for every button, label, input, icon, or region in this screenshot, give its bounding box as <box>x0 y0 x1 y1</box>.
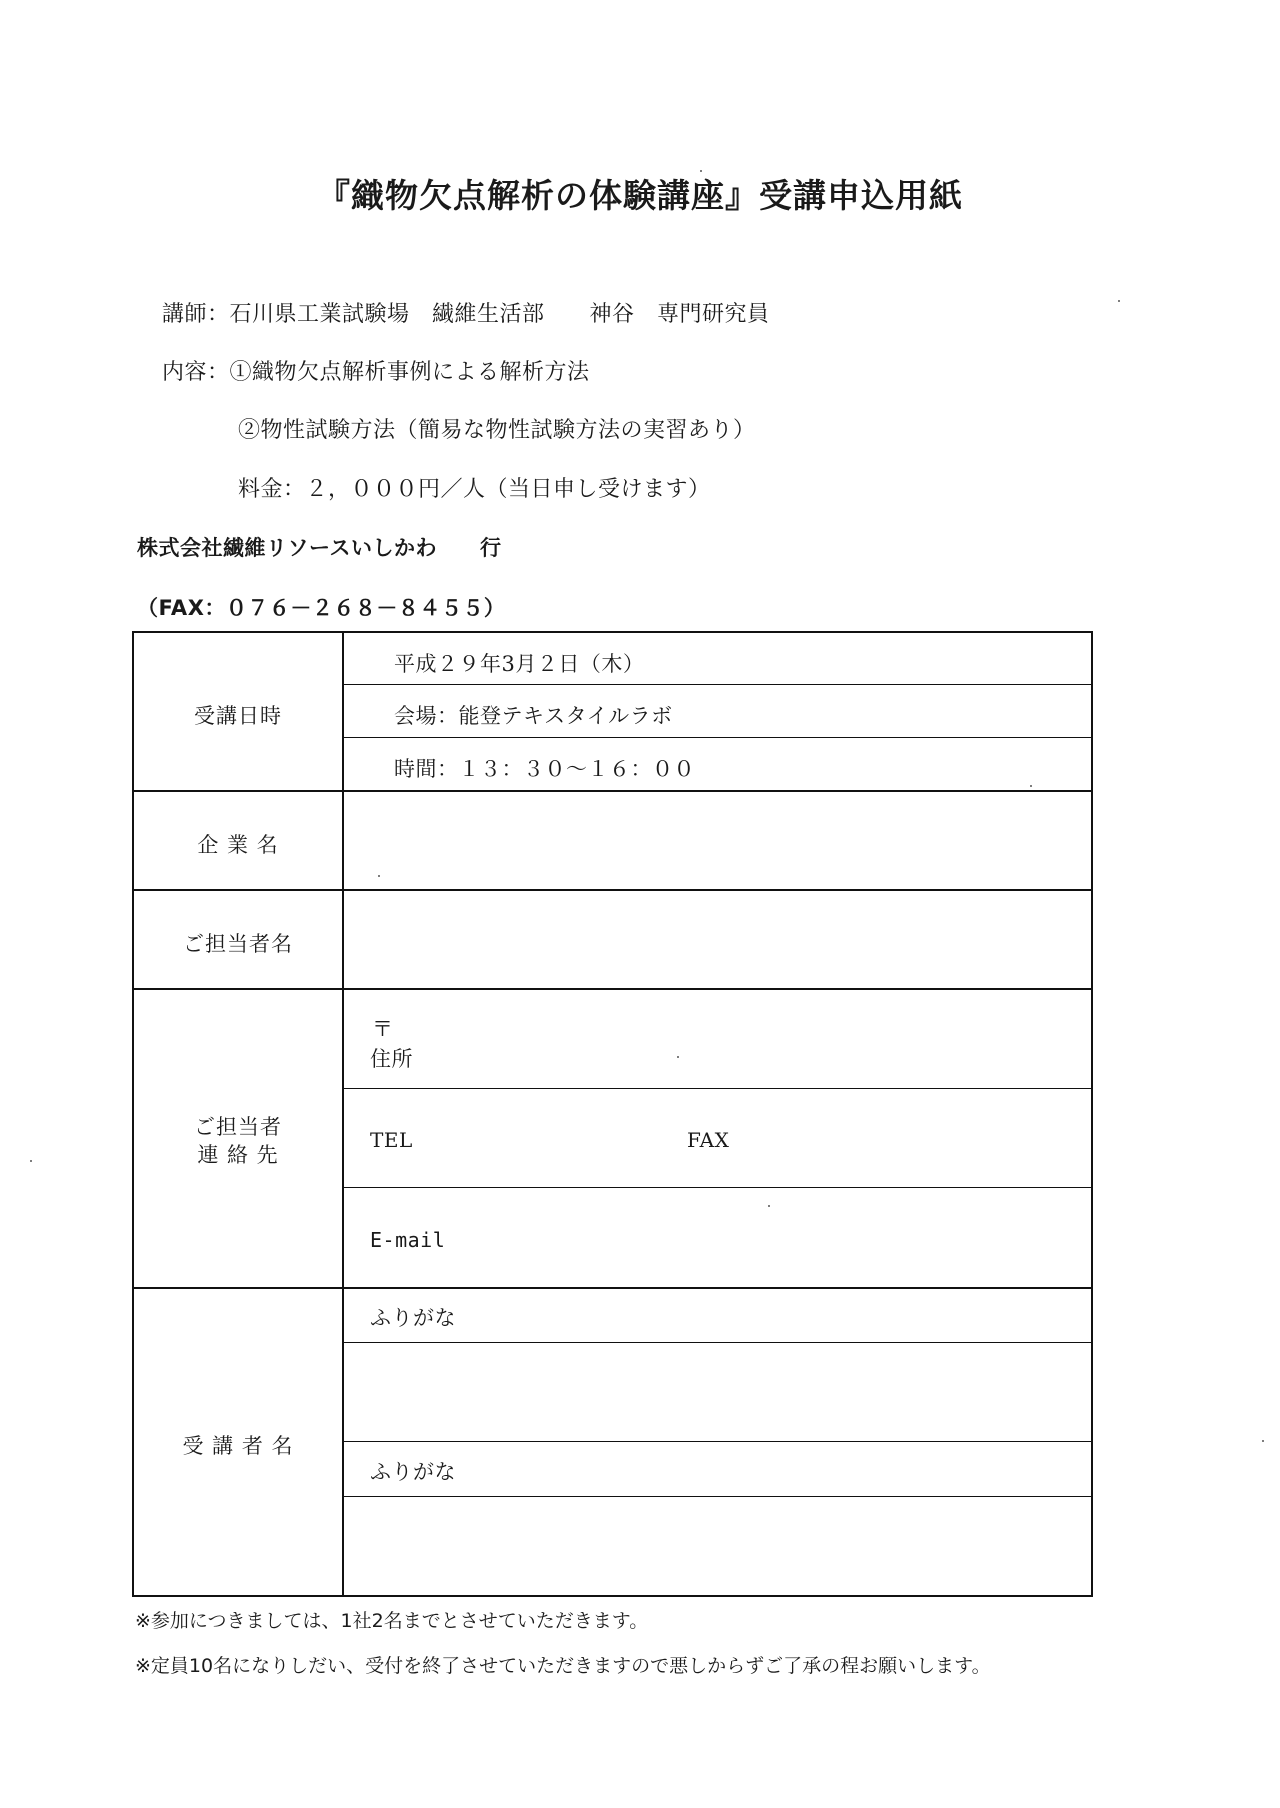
fax-field[interactable] <box>740 1090 1088 1186</box>
contact-info-label-line-2: 連 絡 先 <box>197 1143 279 1167</box>
address-field[interactable] <box>420 992 1088 1087</box>
recipient-fax: （FAX：０７６－２６８－８４５５） <box>137 596 506 620</box>
time-value: 時間：１３：３０～１６：００ <box>394 757 695 781</box>
tel-label: TEL <box>370 1128 413 1152</box>
furigana-field-1[interactable] <box>470 1290 1088 1341</box>
contact-name-label: ご担当者名 <box>183 932 293 956</box>
note-1: ※参加につきましては、1社2名までとさせていただきます。 <box>135 1610 649 1632</box>
fax-label: FAX <box>687 1128 730 1152</box>
attendee-label: 受 講 者 名 <box>182 1434 294 1458</box>
contact-info-label-line-1: ご担当者 <box>194 1115 282 1139</box>
email-field[interactable] <box>460 1189 1088 1286</box>
recipient-line: 株式会社繊維リソースいしかわ 行 <box>137 536 502 560</box>
date-value: 平成２９年3月２日（木） <box>394 652 645 676</box>
attendee-name-field-2[interactable] <box>344 1498 1091 1594</box>
postal-mark: 〒 <box>372 1017 394 1041</box>
venue-value: 会場：能登テキスタイルラボ <box>394 704 673 728</box>
contact-name-field[interactable] <box>344 891 1091 988</box>
furigana-label-1: ふりがな <box>370 1306 456 1330</box>
tel-field[interactable] <box>420 1090 680 1186</box>
note-2: ※定員10名になりしだい、受付を終了させていただきますので悪しからずご了承の程お願いします。 <box>135 1655 991 1677</box>
company-label: 企 業 名 <box>197 833 279 857</box>
attendee-name-field-1[interactable] <box>344 1344 1091 1440</box>
content-line-1: 内容：①織物欠点解析事例による解析方法 <box>162 360 590 385</box>
furigana-label-2: ふりがな <box>370 1460 456 1484</box>
content-line-2: ②物性試験方法（簡易な物性試験方法の実習あり） <box>238 418 756 443</box>
company-name-field[interactable] <box>344 792 1091 889</box>
date-label: 受講日時 <box>194 704 282 728</box>
fee-line: 料金：２，０００円／人（当日申し受けます） <box>238 477 711 502</box>
email-label: E-mail <box>370 1228 446 1252</box>
lecturer-line: 講師：石川県工業試験場 繊維生活部 神谷 専門研究員 <box>162 302 770 327</box>
page-title: 『織物欠点解析の体験講座』受講申込用紙 <box>317 176 963 215</box>
contact-info-label <box>134 1113 342 1169</box>
furigana-field-2[interactable] <box>470 1443 1088 1495</box>
address-label: 住所 <box>370 1047 413 1071</box>
